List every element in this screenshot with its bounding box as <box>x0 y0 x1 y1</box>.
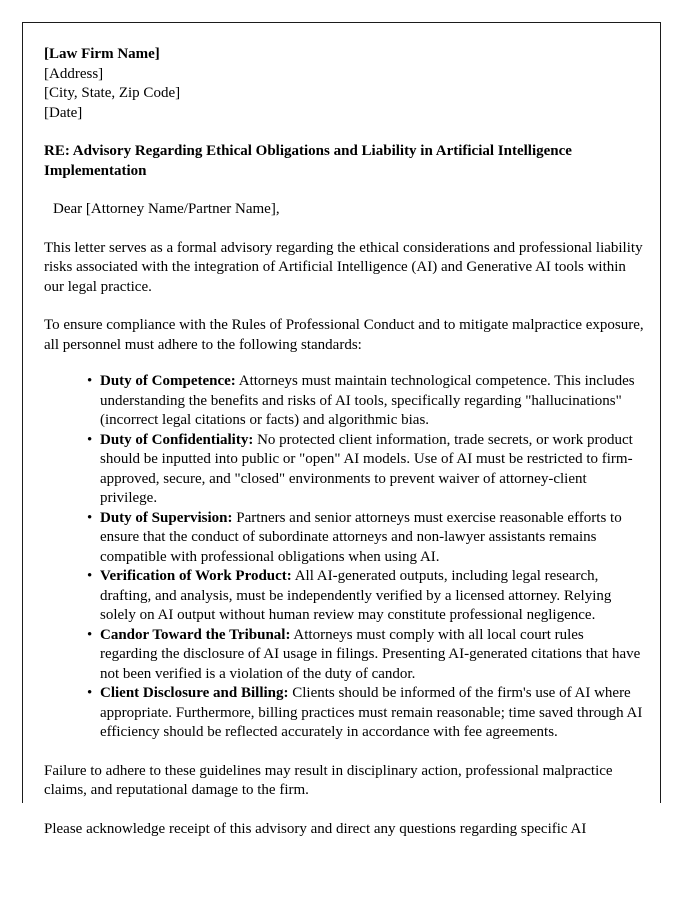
standard-text: No protected client information, trade secrets, or work product should be inputted into public or "open" AI models. Use of AI must be restricted to firm-approved, secure, and "closed" environments to prevent waiver of attorney-client privilege. <box>100 431 633 506</box>
standard-term: Client Disclosure and Billing: <box>100 685 289 701</box>
standard-text: Attorneys must maintain technological competence. This includes understanding the benefits and risks of AI tools, specifically regarding "hallucinations" (incorrect legal citations or facts) and algorithmic bias. <box>100 373 635 428</box>
list-item <box>87 626 644 685</box>
standard-text: Clients should be informed of the firm's use of AI where appropriate. Furthermore, billing practices must remain reasonable; time saved through AI efficiency should be reflected accurately in accordance with fee agreements. <box>100 685 643 740</box>
bullet-icon: • <box>87 626 93 643</box>
bullet-icon: • <box>87 373 93 389</box>
standard-text: Partners and senior attorneys must exercise reasonable efforts to ensure that the conduct of subordinate attorneys and non-lawyer assistants remains compatible with professional obligations when using AI. <box>100 509 622 565</box>
subject-line: RE: Advisory Regarding Ethical Obligations and Liability in Artificial Intelligence Implementation <box>44 143 572 179</box>
standards-list <box>44 372 644 743</box>
bullet-icon: • <box>87 431 93 448</box>
firm-city-state-zip: [City, State, Zip Code] <box>44 85 181 101</box>
standard-text: All AI-generated outputs, including legal research, drafting, and analysis, must be independently verified by a licensed attorney. Relying solely on AI output without human review may constitute professional negligence. <box>100 568 612 623</box>
letterhead-block <box>44 45 644 123</box>
salutation: Dear [Attorney Name/Partner Name], <box>53 201 280 217</box>
firm-name: [Law Firm Name] <box>44 46 160 62</box>
standard-term: Duty of Supervision: <box>100 509 233 526</box>
list-item <box>87 684 644 743</box>
document-page <box>22 22 661 837</box>
lead-in-paragraph: To ensure compliance with the Rules of Professional Conduct and to mitigate malpractice exposure, all personnel must adhere to the following standards: <box>44 317 644 353</box>
bullet-icon: • <box>87 685 93 701</box>
firm-address: [Address] <box>44 65 104 82</box>
bullet-icon: • <box>87 568 93 584</box>
standard-term: Duty of Confidentiality: <box>100 431 254 448</box>
document-body <box>23 23 660 839</box>
closing-paragraph: Please acknowledge receipt of this advisory and direct any questions regarding specific AI <box>44 820 587 837</box>
standard-text: Attorneys must comply with all local court rules regarding the disclosure of AI usage in filings. Presenting AI-generated citations that have not been verified is a violation of the duty of candor. <box>100 626 641 682</box>
standard-term: Verification of Work Product: <box>100 568 292 584</box>
intro-paragraph: This letter serves as a formal advisory regarding the ethical considerations and professional liability risks associated with the integration of Artificial Intelligence (AI) and Generative AI tools within our legal practice. <box>44 239 643 295</box>
list-item <box>87 431 644 509</box>
bullet-icon: • <box>87 509 93 526</box>
letter-date: [Date] <box>44 104 83 121</box>
consequences-paragraph: Failure to adhere to these guidelines may result in disciplinary action, professional malpractice claims, and reputational damage to the firm. <box>44 762 613 798</box>
list-item <box>87 372 644 431</box>
standard-term: Duty of Competence: <box>100 373 236 389</box>
standard-term: Candor Toward the Tribunal: <box>100 626 291 643</box>
list-item <box>87 567 644 626</box>
list-item <box>87 509 644 568</box>
